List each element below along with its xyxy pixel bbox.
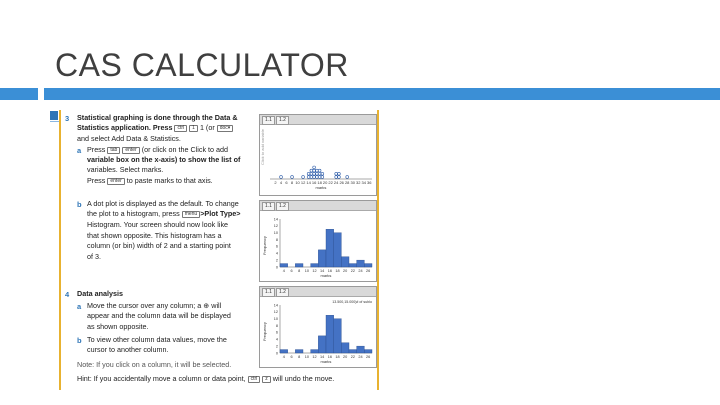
hist-x-tick-label: 12: [312, 269, 317, 273]
hist-y-axis-title: Frequency: [262, 322, 267, 341]
hist-x-axis-title: marks: [320, 359, 332, 364]
dot-x-axis-title: marks: [315, 185, 327, 190]
dot-x-tick-label: 14: [306, 180, 311, 185]
step-3a-line-1-rest: (or click on the Click to add: [141, 145, 229, 154]
step-3b-letter: b: [77, 200, 82, 209]
dot-x-tick-label: 18: [317, 180, 322, 185]
tab-1-1: 1.1: [262, 116, 275, 125]
dot-point: [318, 172, 321, 175]
hist-y-tick-label: 12: [273, 310, 278, 315]
hist-x-tick-label: 8: [298, 355, 301, 359]
hist-x-tick-label: 22: [350, 269, 355, 273]
dot-x-tick-label: 8: [290, 180, 294, 185]
dot-x-tick-label: 20: [322, 180, 328, 185]
hist-bar: [295, 350, 303, 353]
dot-x-tick-label: 6: [285, 180, 288, 185]
hist-tooltip: 13.500,15.000)# of sublo: [332, 300, 372, 304]
step-3-line-2: [77, 123, 233, 134]
dot-x-tick-label: 26: [339, 180, 344, 185]
step-3a-letter: a: [77, 146, 82, 155]
dot-y-placeholder: Click to add variable: [260, 128, 265, 165]
hist-y-tick-label: 4: [275, 251, 278, 256]
esc-key: z: [262, 376, 271, 383]
dot-x-tick-label: 24: [333, 180, 339, 185]
hist-x-tick-label: 24: [358, 269, 363, 273]
dot-point: [313, 166, 316, 169]
screen-tab-bar-3: [260, 287, 376, 297]
dot-point: [315, 176, 318, 179]
tab-1-2-b: 1.2: [276, 202, 289, 211]
screen-tab-bar: [260, 115, 376, 125]
step-3b-plot-type: >Plot Type>: [200, 209, 241, 218]
tab-1-1-b: 1.1: [262, 202, 275, 211]
calculator-screen-dotplot: [259, 114, 377, 196]
dot-point: [307, 176, 310, 179]
step-3b-line-1: A dot plot is displayed as the default. To change: [87, 199, 239, 208]
dot-point: [302, 176, 305, 179]
tab-1-2: 1.2: [276, 116, 289, 125]
step-3a-line-4: [87, 176, 213, 187]
step-3b-line-3: Histogram. Your screen should now look like: [87, 220, 229, 229]
step-3a-press-2: Press: [87, 176, 106, 185]
hist-bar: [295, 264, 303, 267]
step-3a-line-2: variable box on the x-axis) to show the list of: [87, 155, 241, 164]
dot-x-tick-label: 36: [367, 180, 372, 185]
step-4-hint-text: Hint: If you accidentally move a column or data point,: [77, 374, 246, 383]
step-4b-line-1: To view other column data values, move the: [87, 335, 227, 344]
step-3-number: 3: [65, 114, 70, 123]
title-rule: [44, 88, 720, 100]
hist-x-axis-title: marks: [320, 273, 332, 278]
hist-x-tick-label: 26: [366, 355, 371, 359]
step-4b-line-2: cursor to another column.: [87, 345, 169, 354]
step-4b-letter: b: [77, 336, 82, 345]
step-4-note: Note: If you click on a column, it will be selected.: [77, 360, 232, 369]
hist-bar: [364, 264, 372, 267]
hist-y-tick-label: 0: [275, 265, 278, 270]
dot-point: [307, 172, 310, 175]
ctrl-key-2: ctrl: [248, 376, 261, 383]
tab-1-2-c: 1.2: [276, 288, 289, 297]
dot-x-tick-label: 4: [279, 180, 283, 185]
hist-x-tick-label: 10: [304, 355, 309, 359]
menu-key: menu: [182, 211, 201, 218]
hist-bar: [334, 319, 342, 353]
hist-x-tick-label: 4: [282, 355, 285, 359]
hist-y-tick-label: 12: [273, 224, 278, 229]
hist-bar: [311, 350, 319, 353]
dot-point: [318, 176, 321, 179]
step-4a-line-3: as shown opposite.: [87, 322, 149, 331]
hist-bar: [349, 264, 357, 267]
dot-point: [321, 176, 324, 179]
one-key: 1: [189, 125, 198, 132]
hist-x-tick-label: 24: [358, 355, 363, 359]
hist-x-tick-label: 20: [343, 355, 348, 359]
step-3b-line-6: of 3.: [87, 252, 101, 261]
hist-y-tick-label: 10: [273, 231, 278, 236]
hist-y-tick-label: 4: [275, 337, 278, 342]
hist-bar: [318, 250, 326, 267]
hist-bar: [318, 336, 326, 353]
dot-point: [280, 176, 283, 179]
step-3b-line-4: that shown opposite. This histogram has a: [87, 231, 222, 240]
step-3b-line-5: column (or bin) width of 2 and a starting point: [87, 241, 231, 250]
tab-key: tab: [107, 147, 120, 154]
dot-point: [310, 176, 313, 179]
enter-key-2: enter: [107, 178, 124, 185]
dot-x-tick-label: 2: [274, 180, 277, 185]
step-4a-line-1: Move the cursor over any column; a ⊕ will: [87, 301, 222, 310]
hist-bar: [341, 257, 349, 267]
hist-bar: [311, 264, 319, 267]
dot-x-tick-label: 22: [328, 180, 333, 185]
step-4a-line-2: appear and the column data will be displayed: [87, 311, 231, 320]
dot-point: [315, 172, 318, 175]
dot-x-tick-label: 28: [344, 180, 350, 185]
dot-point: [338, 172, 341, 175]
hist-y-tick-label: 10: [273, 317, 278, 322]
hist-x-tick-label: 22: [350, 355, 355, 359]
hist-bar: [364, 350, 372, 353]
textbook-excerpt: [59, 110, 379, 390]
step-3b-line-2: [87, 209, 240, 220]
step-4-hint: [77, 374, 334, 385]
dot-point: [346, 176, 349, 179]
dot-point: [338, 176, 341, 179]
step-4a-letter: a: [77, 302, 82, 311]
hist-bar: [334, 233, 342, 267]
histogram-chart-selected: [260, 297, 376, 367]
hist-y-tick-label: 8: [275, 323, 278, 328]
hist-bar: [280, 350, 288, 353]
hist-x-tick-label: 16: [327, 269, 332, 273]
screen-tab-bar-2: [260, 201, 376, 211]
hist-bar: [349, 350, 357, 353]
hist-bar: [280, 264, 288, 267]
step-3a-line-1: [87, 145, 228, 156]
tab-1-1-c: 1.1: [262, 288, 275, 297]
hist-y-tick-label: 6: [275, 330, 278, 335]
step-4-hint-rest: will undo the move.: [272, 374, 335, 383]
dot-x-tick-label: 12: [300, 180, 306, 185]
dot-point: [315, 169, 318, 172]
ctrl-key: ctrl: [174, 125, 187, 132]
hist-bar: [357, 346, 365, 353]
dot-point: [310, 172, 313, 175]
step-3a-press: Press: [87, 145, 106, 154]
step-3-line-2-or: 1 (or: [199, 123, 215, 132]
step-4-heading: Data analysis: [77, 289, 123, 298]
step-3-line-3: and select Add Data & Statistics.: [77, 134, 181, 143]
doc-key: doc▾: [217, 125, 234, 132]
hist-bar: [357, 260, 365, 267]
hist-x-tick-label: 6: [290, 269, 293, 273]
hist-x-tick-label: 26: [366, 269, 371, 273]
dot-x-tick-label: 32: [355, 180, 361, 185]
dot-point: [313, 176, 316, 179]
hist-x-tick-label: 16: [327, 355, 332, 359]
step-3a-line-3: variables. Select marks.: [87, 165, 164, 174]
hist-y-tick-label: 0: [275, 351, 278, 356]
dot-point: [313, 172, 316, 175]
step-3a-line-4-rest: to paste marks to that axis.: [126, 176, 213, 185]
hist-y-tick-label: 6: [275, 244, 278, 249]
enter-key: enter: [122, 147, 139, 154]
dot-point: [310, 169, 313, 172]
dot-point: [335, 176, 338, 179]
hist-y-tick-label: 14: [273, 303, 278, 308]
slide-title: CAS CALCULATOR: [55, 47, 349, 83]
title-rule-left: [0, 88, 38, 100]
hist-bar: [326, 315, 334, 353]
hist-x-tick-label: 18: [335, 269, 340, 273]
hist-x-tick-label: 10: [304, 269, 309, 273]
calculator-screen-histogram-selected: [259, 286, 377, 368]
dot-point: [313, 169, 316, 172]
dot-point: [335, 172, 338, 175]
histogram-chart: [260, 211, 376, 281]
step-3-line-1: Statistical graphing is done through the Data &: [77, 113, 238, 122]
bullet-square-icon: [49, 110, 59, 121]
dot-x-tick-label: 10: [295, 180, 300, 185]
hist-x-tick-label: 6: [290, 355, 293, 359]
hist-x-tick-label: 4: [282, 269, 285, 273]
hist-x-tick-label: 18: [335, 355, 340, 359]
hist-x-tick-label: 14: [320, 355, 325, 359]
hist-bar: [326, 229, 334, 267]
dot-point: [318, 169, 321, 172]
hist-x-tick-label: 8: [298, 269, 301, 273]
dot-x-tick-label: 16: [311, 180, 317, 185]
hist-x-tick-label: 12: [312, 355, 317, 359]
hist-y-tick-label: 14: [273, 217, 278, 222]
hist-x-tick-label: 14: [320, 269, 325, 273]
step-4-number: 4: [65, 290, 70, 299]
hist-x-tick-label: 20: [343, 269, 348, 273]
dot-x-tick-label: 30: [350, 180, 355, 185]
step-3b-line-2-text: the plot to a histogram, press: [87, 209, 180, 218]
dot-plot-chart: [260, 125, 376, 195]
dot-point: [321, 172, 324, 175]
dot-x-tick-label: 34: [361, 180, 366, 185]
hist-y-tick-label: 8: [275, 237, 278, 242]
hist-y-tick-label: 2: [275, 344, 278, 349]
hist-bar: [341, 343, 349, 353]
hist-y-axis-title: Frequency: [262, 236, 267, 255]
hist-y-tick-label: 2: [275, 258, 278, 263]
calculator-screen-histogram: [259, 200, 377, 282]
dot-point: [291, 176, 294, 179]
step-3-line-2-text: Statistics application. Press: [77, 123, 173, 132]
